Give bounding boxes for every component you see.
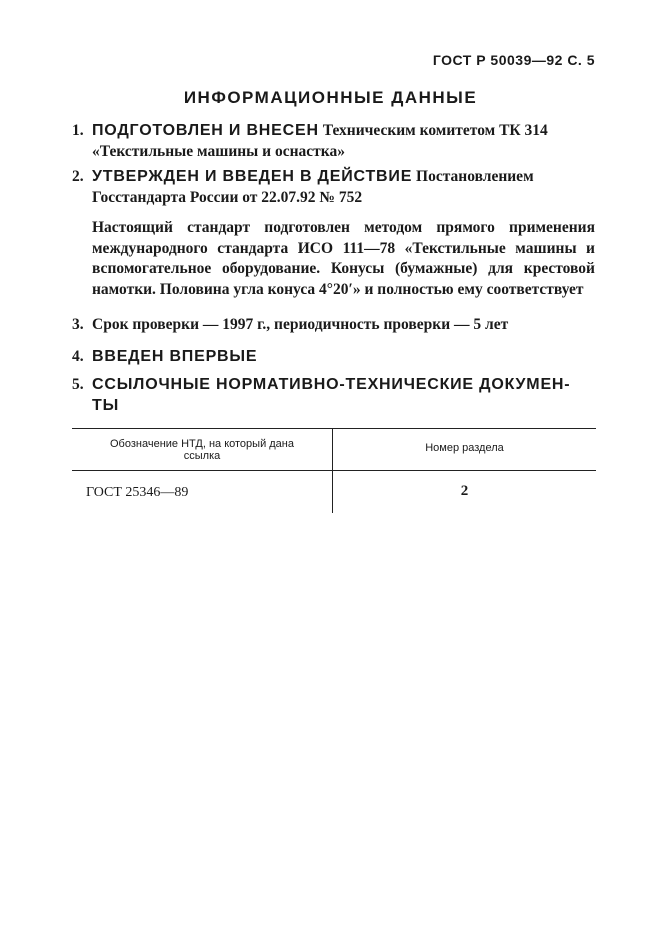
item-4 xyxy=(72,346,596,367)
table-header-cell: Обозначение НТД, на который дана ссылка xyxy=(72,429,333,470)
table-header-row xyxy=(72,429,596,471)
item-1 xyxy=(72,120,596,162)
item-caps: ССЫЛОЧНЫЕ НОРМАТИВНО-ТЕХНИЧЕСКИЕ ДОКУМЕН- xyxy=(92,376,571,393)
section-title: ИНФОРМАЦИОННЫЕ ДАННЫЕ xyxy=(183,88,478,107)
item-3 xyxy=(72,314,596,335)
item-text: Срок проверки — 1997 г., периодичность проверки — 5 лет xyxy=(92,316,509,333)
item-caps: ПОДГОТОВЛЕН И ВНЕСЕН xyxy=(92,122,319,139)
item-text: Техническим комитетом ТК 314 xyxy=(318,122,548,139)
item-number: 1. xyxy=(72,122,84,139)
item-number: 3. xyxy=(72,316,84,333)
table-header-cell: Номер раздела xyxy=(425,442,504,454)
item-caps: УТВЕРЖДЕН И ВВЕДЕН В ДЕЙСТВИЕ xyxy=(92,168,413,185)
standard-description: Настоящий стандарт подготовлен методом прямого применения международного стандарта ИСО 111—78 «Текстильные машины и вспомогательное оборудование. Конусы (бумажные) для крестовой намотки. Половина угла конуса 4°20′» и полностью ему соответствует xyxy=(92,219,595,298)
item-caps-continued: ТЫ xyxy=(92,397,120,414)
item-number: 4. xyxy=(72,348,84,365)
item-number: 5. xyxy=(72,376,84,393)
table-row xyxy=(72,471,596,513)
document-reference: ГОСТ Р 50039—92 С. 5 xyxy=(432,52,595,68)
item-text-continued: «Текстильные машины и оснастка» xyxy=(92,143,345,160)
item-text: Постановлением xyxy=(412,168,534,185)
item-caps: ВВЕДЕН ВПЕРВЫЕ xyxy=(92,348,258,365)
item-text-continued: Госстандарта России от 22.07.92 № 752 xyxy=(92,189,363,206)
item-5 xyxy=(72,374,596,416)
item-2 xyxy=(72,166,596,208)
reference-table xyxy=(72,428,596,513)
table-cell: 2 xyxy=(460,483,469,499)
item-number: 2. xyxy=(72,168,84,185)
table-cell: ГОСТ 25346—89 xyxy=(72,471,333,513)
